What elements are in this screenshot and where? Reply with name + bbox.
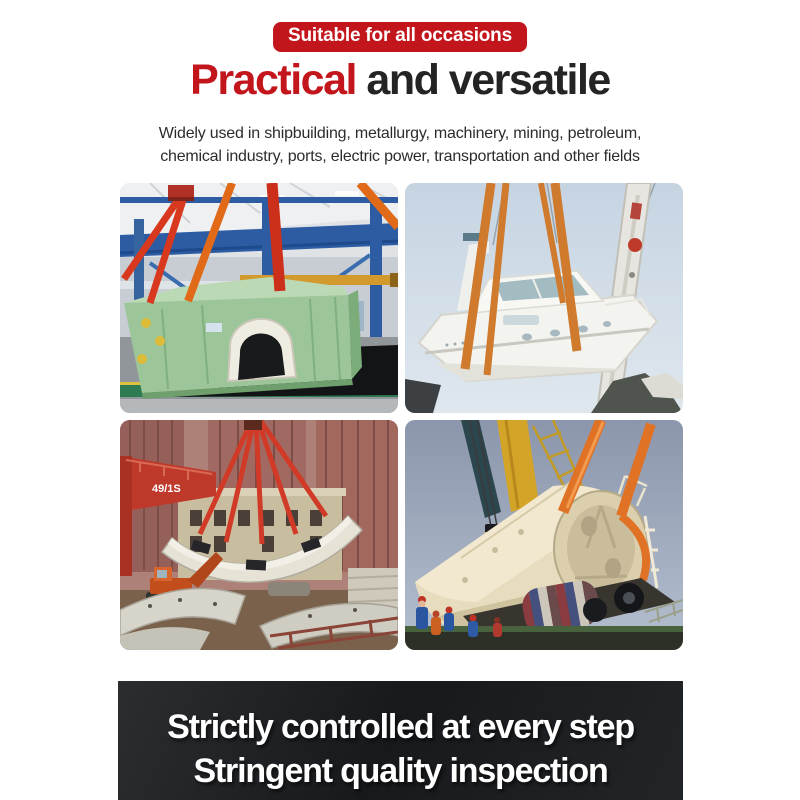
title-highlight: Practical <box>190 56 356 104</box>
photo-tank-loading <box>405 420 683 650</box>
subtitle-line-1: Widely used in shipbuilding, metallurgy, machinery, mining, petroleum, <box>158 125 642 142</box>
page-title <box>0 56 800 105</box>
photo-factory-lifting <box>120 183 398 413</box>
crane-label-text: 49/1S <box>152 483 181 495</box>
title-rest: and versatile <box>355 56 610 104</box>
subtitle <box>0 122 800 168</box>
photo-yacht-lifting <box>405 183 683 413</box>
banner-line-2: Stringent quality inspection <box>193 752 608 790</box>
banner-line-1: Strictly controlled at every step <box>167 708 634 746</box>
tank-loading-illustration <box>405 420 683 650</box>
photo-tunnel-segment-lifting <box>120 420 398 650</box>
photo-grid <box>120 183 683 650</box>
quality-banner <box>118 681 683 800</box>
factory-lifting-illustration <box>120 183 398 413</box>
occasions-badge: Suitable for all occasions <box>273 22 527 52</box>
yacht-lifting-illustration <box>405 183 683 413</box>
tunnel-segment-illustration <box>120 420 398 650</box>
subtitle-line-2: chemical industry, ports, electric power, transportation and other fields <box>160 148 640 165</box>
